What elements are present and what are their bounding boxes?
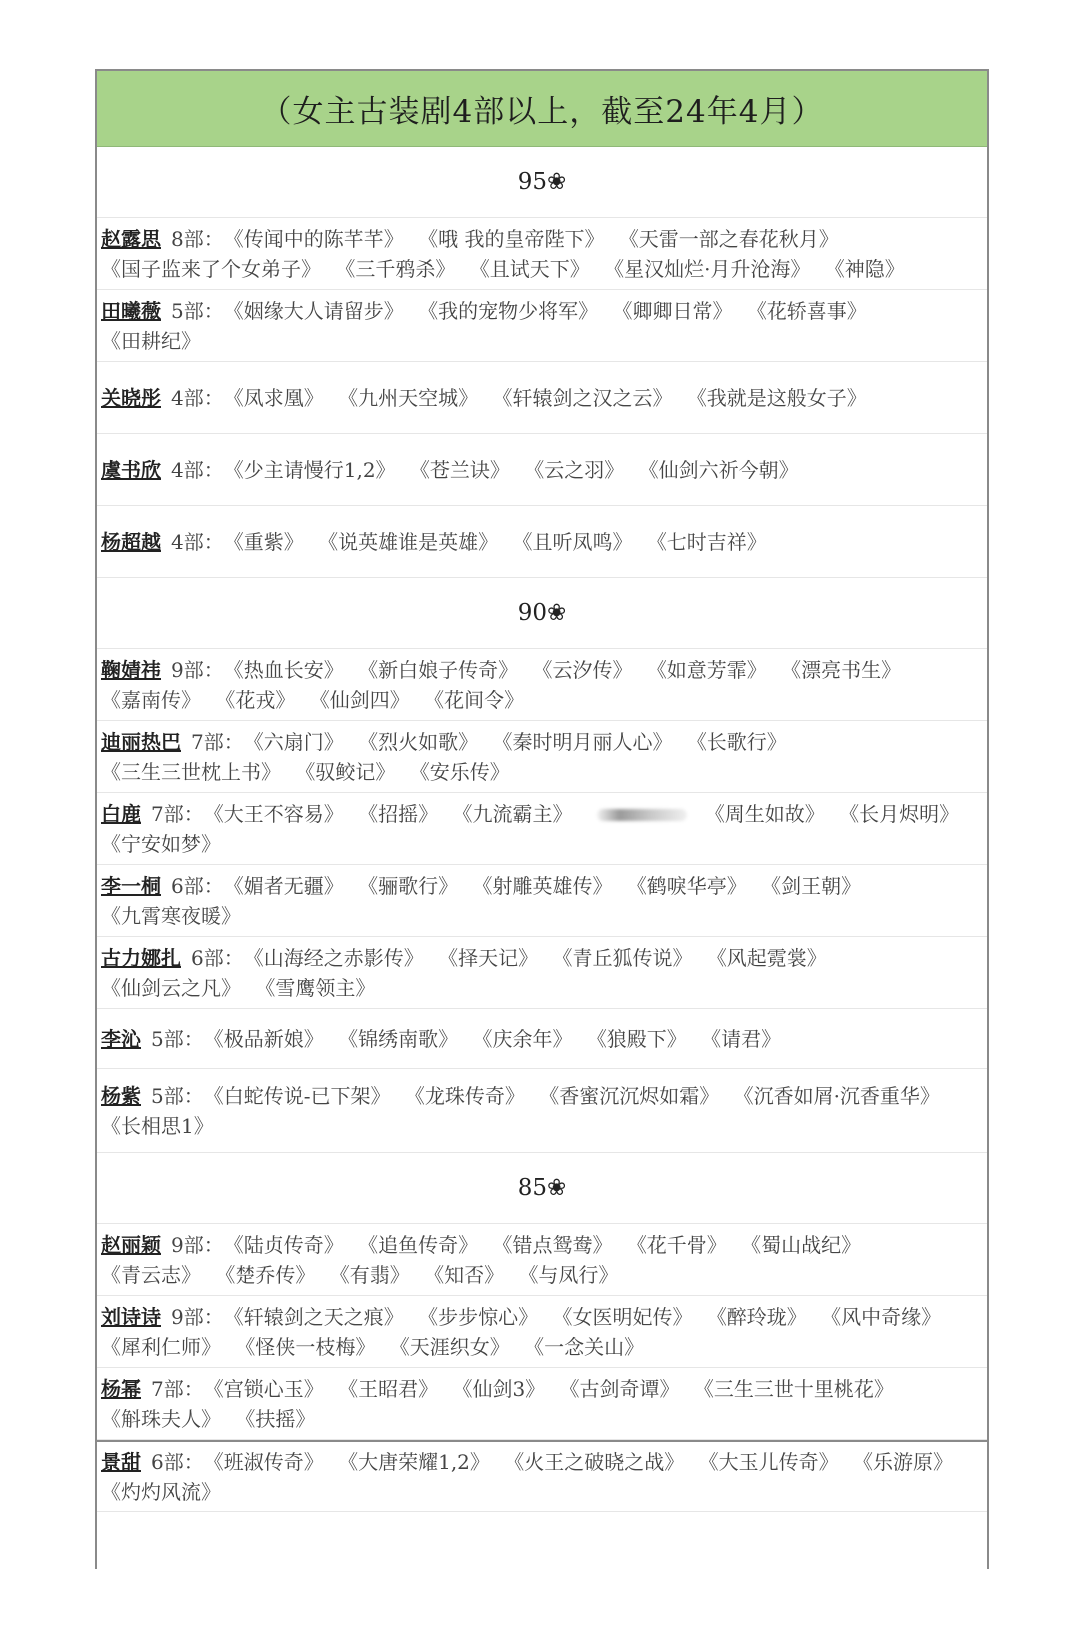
drama-title: 《斛珠夫人》 <box>101 1406 221 1431</box>
drama-title: 《我的宠物少将军》 <box>418 298 599 323</box>
drama-title: 《安乐传》 <box>409 759 510 784</box>
drama-title: 《花轿喜事》 <box>746 298 867 323</box>
drama-title: 《有翡》 <box>329 1262 410 1287</box>
group-title: 90❀ <box>97 578 987 649</box>
actress-entry <box>101 455 807 485</box>
actress-name: 迪丽热巴 <box>101 729 181 754</box>
drama-title: 《女医明妃传》 <box>552 1304 693 1329</box>
actress-entry <box>101 799 981 859</box>
actress-entry <box>101 1447 981 1507</box>
drama-title: 《国子监来了个女弟子》 <box>101 256 321 281</box>
drama-title: 《蜀山战纪》 <box>741 1232 862 1257</box>
drama-count: 6部： <box>171 873 224 898</box>
actress-row <box>97 218 987 290</box>
actress-entry <box>101 1374 981 1434</box>
actress-name: 田曦薇 <box>101 298 161 323</box>
actress-entry <box>101 1230 981 1290</box>
actress-name: 赵丽颖 <box>101 1232 161 1257</box>
drama-title: 《风中奇缘》 <box>821 1304 942 1329</box>
drama-title: 《轩辕剑之汉之云》 <box>492 385 673 410</box>
drama-title: 《媚者无疆》 <box>233 873 344 898</box>
actress-row <box>97 1009 987 1069</box>
drama-title: 《六扇门》 <box>253 729 344 754</box>
actress-name: 古力娜扎 <box>101 945 181 970</box>
drama-title: 《青云志》 <box>101 1262 201 1287</box>
drama-title: 《火王之破晓之战》 <box>504 1449 685 1474</box>
drama-title: 《周生如故》 <box>704 801 825 826</box>
actress-row <box>97 434 987 506</box>
drama-title: 《九霄寒夜暖》 <box>101 903 241 928</box>
drama-title: 《苍兰诀》 <box>409 457 510 482</box>
drama-title: 《嘉南传》 <box>101 687 201 712</box>
actress-name: 鞠婧祎 <box>101 657 161 682</box>
drama-title: 《请君》 <box>701 1026 782 1051</box>
drama-title: 《陆贞传奇》 <box>233 1232 344 1257</box>
actress-name: 杨幂 <box>101 1376 141 1401</box>
drama-count: 5部： <box>171 298 224 323</box>
drama-title: 《天雷一部之春花秋月》 <box>618 226 839 251</box>
actress-entry <box>101 383 875 413</box>
actress-row <box>97 1224 987 1296</box>
drama-title: 《哦 我的皇帝陛下》 <box>418 226 605 251</box>
group-title: 85❀ <box>97 1153 987 1224</box>
drama-title: 《说英雄谁是英雄》 <box>318 529 499 554</box>
drama-title: 《山海经之赤影传》 <box>253 945 424 970</box>
drama-title: 《步步惊心》 <box>418 1304 539 1329</box>
drama-title: 《楚乔传》 <box>215 1262 316 1287</box>
drama-title: 《新白娘子传奇》 <box>358 657 519 682</box>
drama-title: 《骊歌行》 <box>358 873 459 898</box>
actress-entry <box>101 296 981 356</box>
drama-title: 《三生三世枕上书》 <box>101 759 281 784</box>
actress-row <box>97 937 987 1009</box>
actress-row <box>97 1296 987 1368</box>
drama-title: 《庆余年》 <box>472 1026 573 1051</box>
actress-entry <box>101 224 981 284</box>
drama-title: 《古剑奇谭》 <box>559 1376 680 1401</box>
drama-title: 《仙剑3》 <box>452 1376 546 1401</box>
drama-title: 《天涯织女》 <box>389 1334 510 1359</box>
drama-title: 《云汐传》 <box>532 657 633 682</box>
drama-title: 《追鱼传奇》 <box>358 1232 479 1257</box>
drama-title: 《雪鹰领主》 <box>255 975 376 1000</box>
drama-title: 《错点鸳鸯》 <box>492 1232 613 1257</box>
actress-entry <box>101 727 981 787</box>
drama-title: 《七时吉祥》 <box>646 529 767 554</box>
drama-title: 《仙剑云之凡》 <box>101 975 241 1000</box>
drama-title: 《知否》 <box>424 1262 505 1287</box>
drama-title: 《射雕英雄传》 <box>472 873 613 898</box>
drama-count: 4部： <box>171 457 224 482</box>
actress-name: 关晓彤 <box>101 385 161 410</box>
drama-title: 《花间令》 <box>424 687 525 712</box>
drama-title: 《漂亮书生》 <box>781 657 902 682</box>
actress-row <box>97 1440 987 1512</box>
drama-title: 《神隐》 <box>824 256 905 281</box>
drama-title: 《醉玲珑》 <box>706 1304 807 1329</box>
blurred-title <box>597 809 687 821</box>
drama-title: 《凤求凰》 <box>233 385 324 410</box>
actress-row <box>97 865 987 937</box>
content <box>97 147 987 1512</box>
drama-count: 5部： <box>151 1083 204 1108</box>
actress-name: 白鹿 <box>101 801 141 826</box>
drama-title: 《重紫》 <box>233 529 304 554</box>
drama-title: 《与凤行》 <box>518 1262 619 1287</box>
drama-title: 《仙剑六祈今朝》 <box>638 457 799 482</box>
actress-entry <box>101 527 775 557</box>
drama-title: 《热血长安》 <box>233 657 344 682</box>
drama-title: 《怪侠一枝梅》 <box>235 1334 376 1359</box>
drama-title: 《班淑传奇》 <box>213 1449 324 1474</box>
drama-title: 《姻缘大人请留步》 <box>233 298 404 323</box>
actress-entry <box>101 943 981 1003</box>
drama-count: 9部： <box>171 657 224 682</box>
drama-title: 《沉香如屑·沉香重华》 <box>733 1083 940 1108</box>
actress-name: 李一桐 <box>101 873 161 898</box>
drama-title: 《龙珠传奇》 <box>404 1083 525 1108</box>
drama-title: 《极品新娘》 <box>213 1026 324 1051</box>
drama-count: 7部： <box>151 1376 204 1401</box>
actress-name: 虞书欣 <box>101 457 161 482</box>
actress-name: 杨紫 <box>101 1083 141 1108</box>
drama-title: 《卿卿日常》 <box>612 298 733 323</box>
drama-title: 《三千鸦杀》 <box>335 256 456 281</box>
actress-row <box>97 649 987 721</box>
actress-row <box>97 290 987 362</box>
actress-entry <box>101 1302 981 1362</box>
drama-count: 9部： <box>171 1232 224 1257</box>
drama-title: 《大唐荣耀1,2》 <box>338 1449 490 1474</box>
actress-name: 杨超越 <box>101 529 161 554</box>
actress-row <box>97 1368 987 1440</box>
drama-count: 6部： <box>151 1449 204 1474</box>
actress-row <box>97 362 987 434</box>
drama-title: 《青丘狐传说》 <box>552 945 693 970</box>
group-title: 95❀ <box>97 147 987 218</box>
drama-title: 《少主请慢行1,2》 <box>233 457 396 482</box>
drama-title: 《大玉儿传奇》 <box>698 1449 839 1474</box>
drama-count: 6部： <box>191 945 244 970</box>
drama-title: 《花戎》 <box>215 687 296 712</box>
drama-title: 《择天记》 <box>438 945 539 970</box>
drama-title: 《且试天下》 <box>469 256 590 281</box>
actress-row <box>97 506 987 578</box>
drama-title: 《秦时明月丽人心》 <box>492 729 673 754</box>
drama-title: 《香蜜沉沉烬如霜》 <box>539 1083 720 1108</box>
drama-count: 7部： <box>191 729 244 754</box>
drama-title: 《云之羽》 <box>524 457 625 482</box>
drama-title: 《田耕纪》 <box>101 328 201 353</box>
drama-title: 《星汉灿烂·月升沧海》 <box>604 256 811 281</box>
drama-title: 《九流霸主》 <box>452 801 573 826</box>
drama-title: 《乐游原》 <box>852 1449 953 1474</box>
drama-count: 7部： <box>151 801 204 826</box>
drama-title: 《王昭君》 <box>338 1376 439 1401</box>
drama-title: 《长歌行》 <box>686 729 787 754</box>
header-title: （女主古装剧4部以上，截至24年4月） <box>97 71 987 147</box>
drama-count: 9部： <box>171 1304 224 1329</box>
drama-title: 《白蛇传说-已下架》 <box>213 1083 391 1108</box>
actress-row <box>97 793 987 865</box>
actress-name: 景甜 <box>101 1449 141 1474</box>
drama-title: 《一念关山》 <box>524 1334 645 1359</box>
actress-name: 刘诗诗 <box>101 1304 161 1329</box>
actress-entry <box>101 655 981 715</box>
drama-count: 5部： <box>151 1026 204 1051</box>
drama-title: 《锦绣南歌》 <box>338 1026 459 1051</box>
actress-entry <box>101 871 981 931</box>
drama-title: 《犀利仁师》 <box>101 1334 221 1359</box>
drama-title: 《仙剑四》 <box>309 687 410 712</box>
drama-count: 8部： <box>171 226 224 251</box>
drama-title: 《狼殿下》 <box>586 1026 687 1051</box>
drama-list-sheet <box>95 69 989 1569</box>
drama-title: 《我就是这般女子》 <box>686 385 867 410</box>
drama-title: 《三生三世十里桃花》 <box>693 1376 894 1401</box>
drama-title: 《风起霓裳》 <box>706 945 827 970</box>
actress-entry <box>101 1081 981 1141</box>
drama-title: 《且听凤鸣》 <box>512 529 633 554</box>
drama-title: 《如意芳霏》 <box>646 657 767 682</box>
actress-row <box>97 721 987 793</box>
drama-title: 《剑王朝》 <box>761 873 862 898</box>
drama-title: 《宫锁心玉》 <box>213 1376 324 1401</box>
drama-title: 《长相思1》 <box>101 1113 214 1138</box>
actress-name: 李沁 <box>101 1026 141 1051</box>
drama-title: 《扶摇》 <box>235 1406 316 1431</box>
drama-count: 4部： <box>171 529 224 554</box>
drama-title: 《九州天空城》 <box>338 385 479 410</box>
drama-title: 《烈火如歌》 <box>358 729 479 754</box>
drama-title: 《大王不容易》 <box>213 801 344 826</box>
drama-title: 《鹤唳华亭》 <box>626 873 747 898</box>
actress-name: 赵露思 <box>101 226 161 251</box>
actress-row <box>97 1069 987 1153</box>
drama-title: 《轩辕剑之天之痕》 <box>233 1304 404 1329</box>
drama-title: 《传闻中的陈芊芊》 <box>233 226 404 251</box>
drama-title: 《花千骨》 <box>626 1232 727 1257</box>
actress-entry <box>101 1024 789 1054</box>
drama-title: 《灼灼风流》 <box>101 1479 221 1504</box>
drama-title: 《长月烬明》 <box>839 801 960 826</box>
drama-title: 《驭鲛记》 <box>295 759 396 784</box>
drama-title: 《宁安如梦》 <box>101 831 221 856</box>
drama-title: 《招摇》 <box>358 801 439 826</box>
drama-count: 4部： <box>171 385 224 410</box>
